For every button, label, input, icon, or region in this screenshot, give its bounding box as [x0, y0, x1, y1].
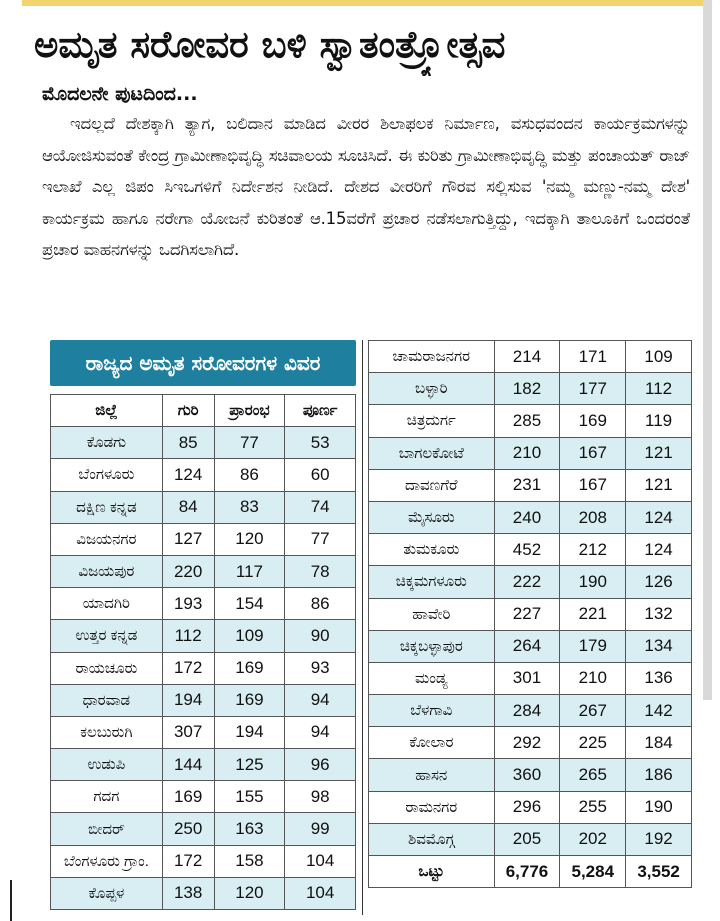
district-cell: ಚಾಮರಾಜನಗರ [369, 341, 495, 373]
value-cell: 267 [560, 695, 626, 727]
table-row [51, 620, 356, 652]
value-cell: 214 [494, 341, 560, 373]
table-row [51, 491, 356, 523]
table-row [51, 781, 356, 813]
value-cell: 210 [560, 662, 626, 694]
value-cell: 452 [494, 534, 560, 566]
value-cell: 83 [214, 491, 285, 523]
table-row [51, 877, 356, 909]
table-row [51, 652, 356, 684]
value-cell: 104 [285, 845, 356, 877]
value-cell: 158 [214, 845, 285, 877]
value-cell: 210 [494, 437, 560, 469]
district-cell: ಹಾಸನ [369, 759, 495, 791]
value-cell: 84 [162, 491, 214, 523]
value-cell: 194 [162, 684, 214, 716]
value-cell: 126 [626, 566, 692, 598]
value-cell: 85 [162, 427, 214, 459]
value-cell: 90 [285, 620, 356, 652]
value-cell: 231 [494, 469, 560, 501]
value-cell: 307 [162, 716, 214, 748]
value-cell: ಪೂರ್ಣ [285, 395, 356, 427]
table-row [51, 555, 356, 587]
value-cell: 285 [494, 405, 560, 437]
value-cell: 227 [494, 598, 560, 630]
value-cell: 124 [626, 534, 692, 566]
value-cell: 120 [214, 523, 285, 555]
value-cell: 120 [214, 877, 285, 909]
value-cell: 250 [162, 813, 214, 845]
value-cell: 96 [285, 749, 356, 781]
value-cell: 77 [214, 427, 285, 459]
value-cell: 190 [560, 566, 626, 598]
value-cell: 265 [560, 759, 626, 791]
district-cell: ಚಿಕ್ಕಬಳ್ಳಾಪುರ [369, 630, 495, 662]
table-row [369, 469, 692, 501]
value-cell: 112 [162, 620, 214, 652]
table-row [51, 459, 356, 491]
value-cell: 86 [214, 459, 285, 491]
value-cell: 172 [162, 845, 214, 877]
table-row [51, 749, 356, 781]
district-cell: ಬೆಂಗಳೂರು ಗ್ರಾಂ. [51, 845, 163, 877]
headline: ಅಮೃತ ಸರೋವರ ಬಳಿ ಸ್ವಾತಂತ್ರ್ಯೋತ್ಸವ [34, 23, 506, 66]
value-cell: 169 [214, 684, 285, 716]
district-cell: ಮಂಡ್ಯ [369, 662, 495, 694]
value-cell: 177 [560, 373, 626, 405]
table-row [369, 630, 692, 662]
table-row [51, 684, 356, 716]
district-cell: ರಾಮನಗರ [369, 791, 495, 823]
table-row [51, 716, 356, 748]
value-cell: 112 [626, 373, 692, 405]
value-cell: 171 [560, 341, 626, 373]
value-cell: 127 [162, 523, 214, 555]
value-cell: 264 [494, 630, 560, 662]
table-row [369, 791, 692, 823]
value-cell: 99 [285, 813, 356, 845]
district-cell: ವಿಜಯನಗರ [51, 523, 163, 555]
district-cell: ಜಿಲ್ಲೆ [51, 395, 163, 427]
value-cell: 93 [285, 652, 356, 684]
subheadline: ಮೊದಲನೇ ಪುಟದಿಂದ... [42, 83, 198, 105]
value-cell: 125 [214, 749, 285, 781]
district-cell: ಬಾಗಲಕೋಟೆ [369, 437, 495, 469]
district-cell: ವಿಜಯಪುರ [51, 555, 163, 587]
value-cell: 167 [560, 469, 626, 501]
value-cell: 255 [560, 791, 626, 823]
district-cell: ರಾಯಚೂರು [51, 652, 163, 684]
value-cell: ಪ್ರಾರಂಭ [214, 395, 285, 427]
table-row [369, 373, 692, 405]
value-cell: 179 [560, 630, 626, 662]
district-cell: ದಾವಣಗೆರೆ [369, 469, 495, 501]
table-row [369, 534, 692, 566]
district-cell: ಚಿತ್ರದುರ್ಗ [369, 405, 495, 437]
column-rule [10, 880, 12, 921]
top-color-bar [22, 0, 712, 6]
value-cell: 5,284 [560, 856, 626, 888]
district-cell: ಉಡುಪಿ [51, 749, 163, 781]
value-cell: 212 [560, 534, 626, 566]
table-divider [362, 340, 363, 915]
district-cell: ತುಮಕೂರು [369, 534, 495, 566]
value-cell: 119 [626, 405, 692, 437]
value-cell: 292 [494, 727, 560, 759]
table-row [369, 341, 692, 373]
district-cell: ಗದಗ [51, 781, 163, 813]
district-cell: ಶಿವಮೊಗ್ಗ [369, 823, 495, 855]
value-cell: 109 [214, 620, 285, 652]
value-cell: 163 [214, 813, 285, 845]
district-cell: ದಕ್ಷಿಣ ಕನ್ನಡ [51, 491, 163, 523]
table-row [369, 759, 692, 791]
value-cell: ಗುರಿ [162, 395, 214, 427]
value-cell: 222 [494, 566, 560, 598]
value-cell: 186 [626, 759, 692, 791]
value-cell: 136 [626, 662, 692, 694]
value-cell: 6,776 [494, 856, 560, 888]
table-row [369, 437, 692, 469]
table-row [369, 501, 692, 533]
district-cell: ಧಾರವಾಡ [51, 684, 163, 716]
value-cell: 98 [285, 781, 356, 813]
value-cell: 134 [626, 630, 692, 662]
value-cell: 53 [285, 427, 356, 459]
table-row [369, 695, 692, 727]
value-cell: 121 [626, 437, 692, 469]
value-cell: 104 [285, 877, 356, 909]
value-cell: 205 [494, 823, 560, 855]
value-cell: 77 [285, 523, 356, 555]
table-row [51, 845, 356, 877]
value-cell: 138 [162, 877, 214, 909]
table-row [51, 588, 356, 620]
value-cell: 202 [560, 823, 626, 855]
value-cell: 60 [285, 459, 356, 491]
value-cell: 221 [560, 598, 626, 630]
district-cell: ಕೋಲಾರ [369, 727, 495, 759]
value-cell: 225 [560, 727, 626, 759]
value-cell: 74 [285, 491, 356, 523]
value-cell: 172 [162, 652, 214, 684]
value-cell: 142 [626, 695, 692, 727]
value-cell: 132 [626, 598, 692, 630]
value-cell: 360 [494, 759, 560, 791]
value-cell: 86 [285, 588, 356, 620]
table-row [51, 523, 356, 555]
value-cell: 169 [214, 652, 285, 684]
value-cell: 78 [285, 555, 356, 587]
district-cell: ಕಲಬುರುಗಿ [51, 716, 163, 748]
value-cell: 155 [214, 781, 285, 813]
table-row [369, 405, 692, 437]
district-cell: ಉತ್ತರ ಕನ್ನಡ [51, 620, 163, 652]
page-edge [703, 0, 712, 700]
value-cell: 144 [162, 749, 214, 781]
district-cell: ಕೊಪ್ಪಳ [51, 877, 163, 909]
table-row [369, 856, 692, 888]
table-row [51, 395, 356, 427]
table-row [369, 598, 692, 630]
value-cell: 296 [494, 791, 560, 823]
district-cell: ಬಳ್ಳಾರಿ [369, 373, 495, 405]
district-cell: ಯಾದಗಿರಿ [51, 588, 163, 620]
value-cell: 94 [285, 716, 356, 748]
value-cell: 240 [494, 501, 560, 533]
district-cell: ಬೆಳಗಾವಿ [369, 695, 495, 727]
district-cell: ಹಾವೇರಿ [369, 598, 495, 630]
value-cell: 220 [162, 555, 214, 587]
value-cell: 169 [560, 405, 626, 437]
value-cell: 121 [626, 469, 692, 501]
value-cell: 109 [626, 341, 692, 373]
value-cell: 169 [162, 781, 214, 813]
value-cell: 208 [560, 501, 626, 533]
district-table-left [50, 394, 356, 910]
district-cell: ಬೀದರ್ [51, 813, 163, 845]
value-cell: 184 [626, 727, 692, 759]
district-cell: ಮೈಸೂರು [369, 501, 495, 533]
district-table-right [368, 340, 692, 888]
table-row [369, 823, 692, 855]
value-cell: 192 [626, 823, 692, 855]
value-cell: 301 [494, 662, 560, 694]
table-row [51, 427, 356, 459]
value-cell: 117 [214, 555, 285, 587]
district-cell: ಒಟ್ಟು [369, 856, 495, 888]
value-cell: 182 [494, 373, 560, 405]
value-cell: 124 [626, 501, 692, 533]
table-title: ರಾಜ್ಯದ ಅಮೃತ ಸರೋವರಗಳ ವಿವರ [50, 340, 356, 386]
value-cell: 167 [560, 437, 626, 469]
district-cell: ಕೊಡಗು [51, 427, 163, 459]
district-cell: ಬೆಂಗಳೂರು [51, 459, 163, 491]
table-row [51, 813, 356, 845]
value-cell: 3,552 [626, 856, 692, 888]
table-row [369, 727, 692, 759]
value-cell: 190 [626, 791, 692, 823]
table-row [369, 662, 692, 694]
value-cell: 193 [162, 588, 214, 620]
value-cell: 194 [214, 716, 285, 748]
value-cell: 284 [494, 695, 560, 727]
table-row [369, 566, 692, 598]
value-cell: 124 [162, 459, 214, 491]
article-body: ಇದಲ್ಲದೆ ದೇಶಕ್ಕಾಗಿ ತ್ಯಾಗ, ಬಲಿದಾನ ಮಾಡಿದ ವೀರರ ಶಿಲಾಫಲಕ ನಿರ್ಮಾಣ, ವಸುಧವಂದನ ಕಾರ್ಯಕ್ರಮಗಳನ್ನು ಆಯೋಜಿಸುವಂತೆ ಕೇಂದ್ರ ಗ್ರಾಮೀಣಾಭಿವೃದ್ಧಿ ಸಚಿವಾಲಯ ಸೂಚಿಸಿದೆ. ಈ ಕುರಿತು ಗ್ರಾಮೀಣಾಭಿವೃದ್ಧಿ ಮತ್ತು ಪಂಚಾಯತ್ ರಾಜ್ ಇಲಾಖೆ ಎಲ್ಲ ಜಿಪಂ ಸಿಇಒಗಳಿಗೆ ನಿರ್ದೇಶನ ನೀಡಿದೆ. ದೇಶದ ವೀರರಿಗೆ ಗೌರವ ಸಲ್ಲಿಸುವ 'ನಮ್ಮ ಮಣ್ಣು-ನಮ್ಮ ದೇಶ' ಕಾರ್ಯಕ್ರಮ ಹಾಗೂ ನರೇಗಾ ಯೋಜನೆ ಕುರಿತಂತೆ ಆ.15ವರೆಗೆ ಪ್ರಚಾರ ನಡೆಸಲಾಗುತ್ತಿದ್ದು, ಇದಕ್ಕಾಗಿ ತಾಲೂಕಿಗೆ ಒಂದರಂತೆ ಪ್ರಚಾರ ವಾಹನಗಳನ್ನು ಒದಗಿಸಲಾಗಿದೆ. [42, 114, 690, 259]
value-cell: 94 [285, 684, 356, 716]
district-cell: ಚಿಕ್ಕಮಗಳೂರು [369, 566, 495, 598]
value-cell: 154 [214, 588, 285, 620]
